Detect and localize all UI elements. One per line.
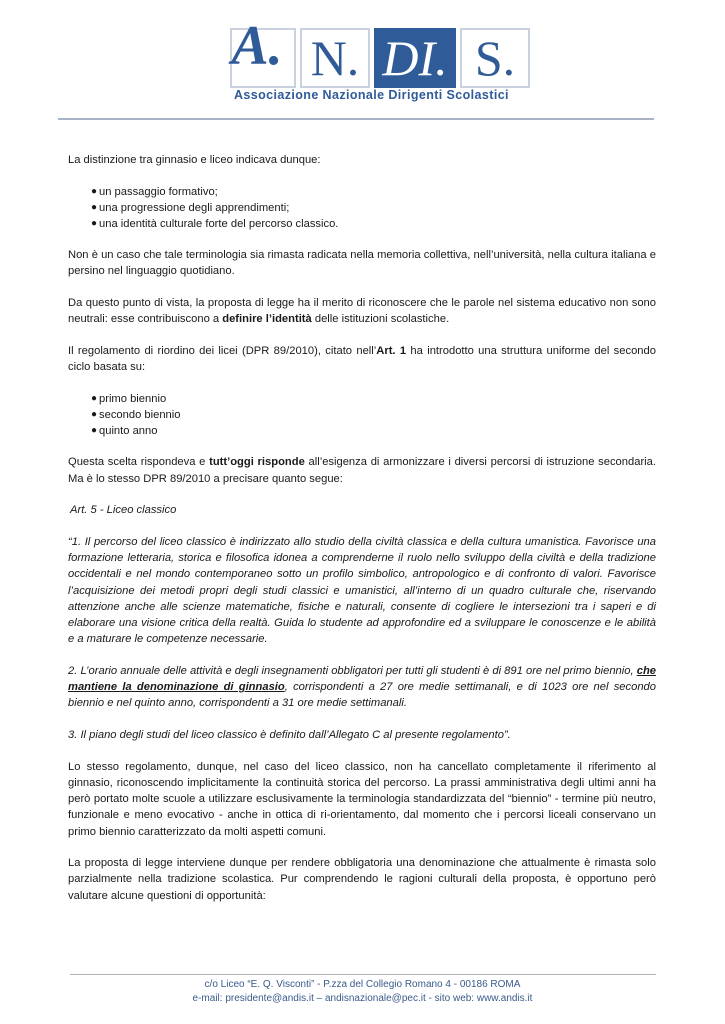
logo-letter-di: DI. [382,30,448,86]
paragraph-same-regulation: Lo stesso regolamento, dunque, nel caso del liceo classico, non ha cancellato completamente il riferimento al ginnasio, riconoscendo implicitamente la continuità storica del percorso. La prassi amministrativa degli ultimi anni ha però portato molte scuole a utilizzare esclusivamente la terminologia standardizzata del “biennio” - termine più neutro, funzionale e meno evocativo - anche in ottica di ri-orientamento, dal momento che i percorsi liceali conservano un primo biennio caratterizzato da molti aspetti comuni. [68,760,656,838]
list-item: ● una progressione degli apprendimenti; [91,201,290,214]
bullet-icon: ● [91,185,98,197]
list-item: ● secondo biennio [91,408,181,421]
paragraph-intro: La distinzione tra ginnasio e liceo indicava dunque: [68,154,321,166]
bullet-icon: ● [91,392,98,404]
list-item: ● primo biennio [91,392,167,405]
logo-letter-n: N. [310,30,360,86]
bullet-icon: ● [91,408,98,420]
footer-contacts: e-mail: presidente@andis.it – andisnazionale@pec.it - sito web: www.andis.it [192,992,533,1004]
list-item: ● quinto anno [91,424,158,437]
bullet-icon: ● [91,217,98,229]
list-item: ● una identità culturale forte del percorso classico. [91,217,339,230]
paragraph-terminology: Non è un caso che tale terminologia sia rimasta radicata nella memoria collettiva, nell’università, nella cultura italiana e persino nel linguaggio quotidiano. [68,249,656,278]
footer-address: c/o Liceo “E. Q. Visconti” - P.zza del Collegio Romano 4 - 00186 ROMA [204,979,521,990]
logo-letter-s: S. [474,30,516,86]
header-divider [58,118,654,120]
footer [0,978,725,1005]
quote-paragraph-2: 2. L’orario annuale delle attività e degli insegnamenti obbligatori per tutti gli studenti è di 891 ore nel primo biennio, che mantiene la denominazione di ginnasio, corrispondenti a 27 ore medie settimanali, e di 1023 ore nel secondo biennio e nel quinto anno, corrispondenti a 31 ore medie settimanali. [68,664,656,710]
footer-divider [70,974,656,975]
bullet-icon: ● [91,424,98,436]
article-title: Art. 5 - Liceo classico [70,504,177,517]
paragraph-choice: Questa scelta rispondeva e tutt’oggi risponde all’esigenza di armonizzare i diversi percorsi di istruzione secondaria. Ma è lo stesso DPR 89/2010 a precisare quanto segue: [68,456,656,485]
quote-paragraph-3: 3. Il piano degli studi del liceo classico è definito dall’Allegato C al presente regolamento”. [68,729,511,742]
logo-subtitle: Associazione Nazionale Dirigenti Scolastici [234,88,509,102]
bullet-list-structure [68,391,656,439]
bullet-list-distinction [68,184,656,232]
paragraph-regulation: Il regolamento di riordino dei licei (DPR 89/2010), citato nell’Art. 1 ha introdotto una struttura uniforme del secondo ciclo basata su: [68,345,656,374]
emphasis-ginnasio: che mantiene la denominazione di ginnasio [68,664,656,694]
bullet-icon: ● [91,201,98,213]
document-body [68,152,656,919]
paragraph-perspective: Da questo punto di vista, la proposta di legge ha il merito di riconoscere che le parole nel sistema educativo non sono neutrali: esse contribuiscono a definire l’identità delle istituzioni scolastiche. [68,297,656,326]
quote-paragraph-1: “1. Il percorso del liceo classico è indirizzato allo studio della civiltà classica e della cultura umanistica. Favorisce una formazione letteraria, storica e filosofica idonea a comprenderne il ruolo nello sviluppo della civiltà e della tradizione occidentali e nel mondo contemporaneo sotto un profilo simbolico, antropologico e di confronto di valori. Favorisce l’acquisizione dei metodi propri degli studi classici e umanistici, all’interno di un quadro culturale che, riservando attenzione anche alle scienze matematiche, fisiche e naturali, consente di cogliere le intersezioni tra i saperi e di elaborare una visione critica della realtà. Guida lo studente ad approfondire ed a sviluppare le conoscenze e le abilità e a maturare le competenze necessarie. [68,536,656,646]
paragraph-proposal: La proposta di legge interviene dunque per rendere obbligatoria una denominazione che attualmente è rimasta solo parzialmente nella tradizione scolastica. Pur comprendendo le ragioni culturali della proposta, è opportuno però valutare alcune questioni di opportunità: [68,857,656,902]
list-item: ● un passaggio formativo; [91,185,218,198]
logo-letter-a: A. [231,15,283,77]
andis-logo [214,14,530,104]
